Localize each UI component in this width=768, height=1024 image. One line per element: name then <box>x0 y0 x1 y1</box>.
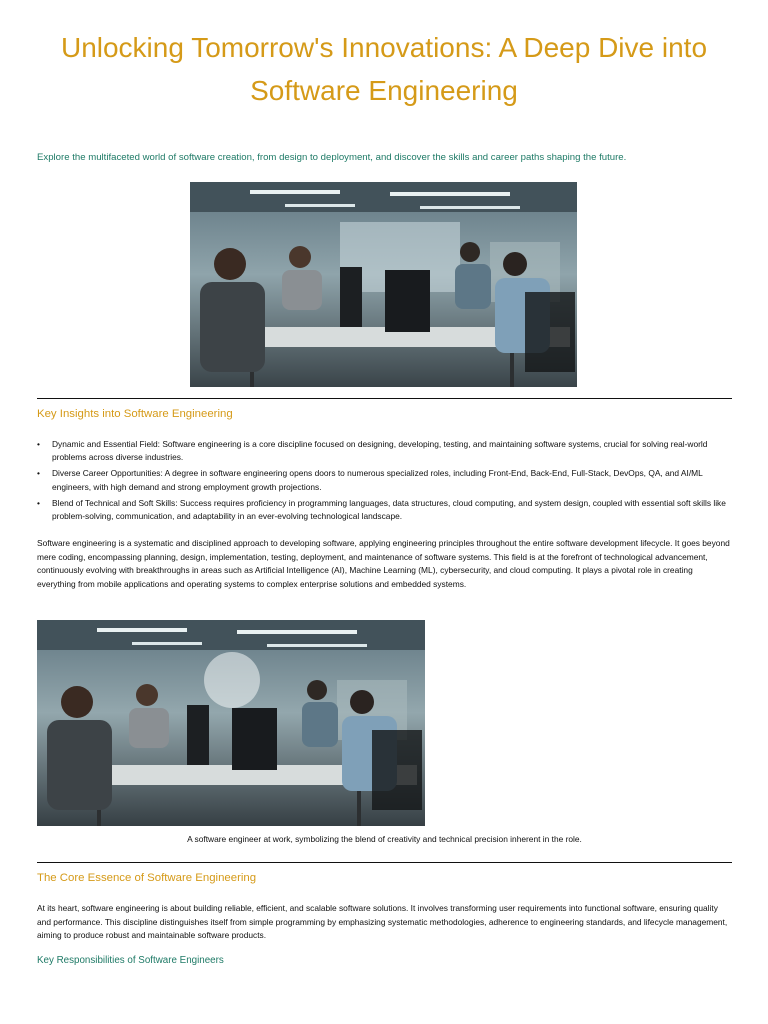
core-essence-paragraph: At its heart, software engineering is about building reliable, efficient, and scalable software solutions. It involves transforming user requirements into functional software, ensuring quality and performance. This discipline distinguishes itself from simple programming by emphasizing systematic methodologies, adherence to engineering standards, and lifecycle management, aiming to produce robust and maintainable software products. <box>37 903 728 941</box>
list-item <box>37 438 732 465</box>
image-caption: A software engineer at work, symbolizing the blend of creativity and technical precision inherent in the role. <box>187 834 582 844</box>
core-essence-heading: The Core Essence of Software Engineering <box>37 872 257 884</box>
office-photo-secondary <box>37 620 425 826</box>
list-item <box>37 497 732 524</box>
intro-paragraph: Software engineering is a systematic and disciplined approach to developing software, applying engineering principles throughout the entire software development lifecycle. It goes beyond mere coding, encompassing planning, design, implementation, testing, deployment, and maintenance of software systems. This field is at the forefront of technological advancement, continuously evolving with breakthroughs in areas such as Artificial Intelligence (AI), Machine Learning (ML), cybersecurity, and cloud computing. It plays a pivotal role in creating everything from mobile applications and operating systems to complex enterprise solutions and embedded systems. <box>37 538 730 589</box>
office-photo-icon <box>190 182 577 387</box>
list-item-text: Blend of Technical and Soft Skills: Success requires proficiency in programming languages, data structures, cloud computing, and system design, coupled with essential soft skills like problem-solving, communication, and adaptability in an ever-evolving technological landscape. <box>52 497 726 522</box>
office-photo-icon <box>37 620 425 826</box>
bullet-icon: • <box>37 497 40 508</box>
key-insights-list <box>37 438 732 526</box>
section-divider <box>37 398 732 399</box>
key-insights-heading: Key Insights into Software Engineering <box>37 408 233 420</box>
key-responsibilities-heading: Key Responsibilities of Software Engineers <box>37 955 224 966</box>
bullet-icon: • <box>37 439 40 449</box>
office-photo-hero <box>190 182 577 387</box>
section-divider <box>37 862 732 863</box>
list-item-text: Dynamic and Essential Field: Software engineering is a core discipline focused on designing, developing, testing, and maintaining software systems, crucial for solving real-world problems across diverse industries. <box>52 439 708 463</box>
list-item-text: Diverse Career Opportunities: A degree in software engineering opens doors to numerous specialized roles, including Front-End, Back-End, Full-Stack, DevOps, QA, and AI/ML engineers, with high demand and strong employment growth projections. <box>52 468 703 492</box>
page-subtitle: Explore the multifaceted world of software creation, from design to deployment, and discover the skills and career paths shaping the future. <box>37 152 627 163</box>
page-title: Unlocking Tomorrow's Innovations: A Deep Dive into Software Engineering <box>60 32 708 106</box>
bullet-icon: • <box>37 468 40 479</box>
list-item <box>37 467 732 494</box>
